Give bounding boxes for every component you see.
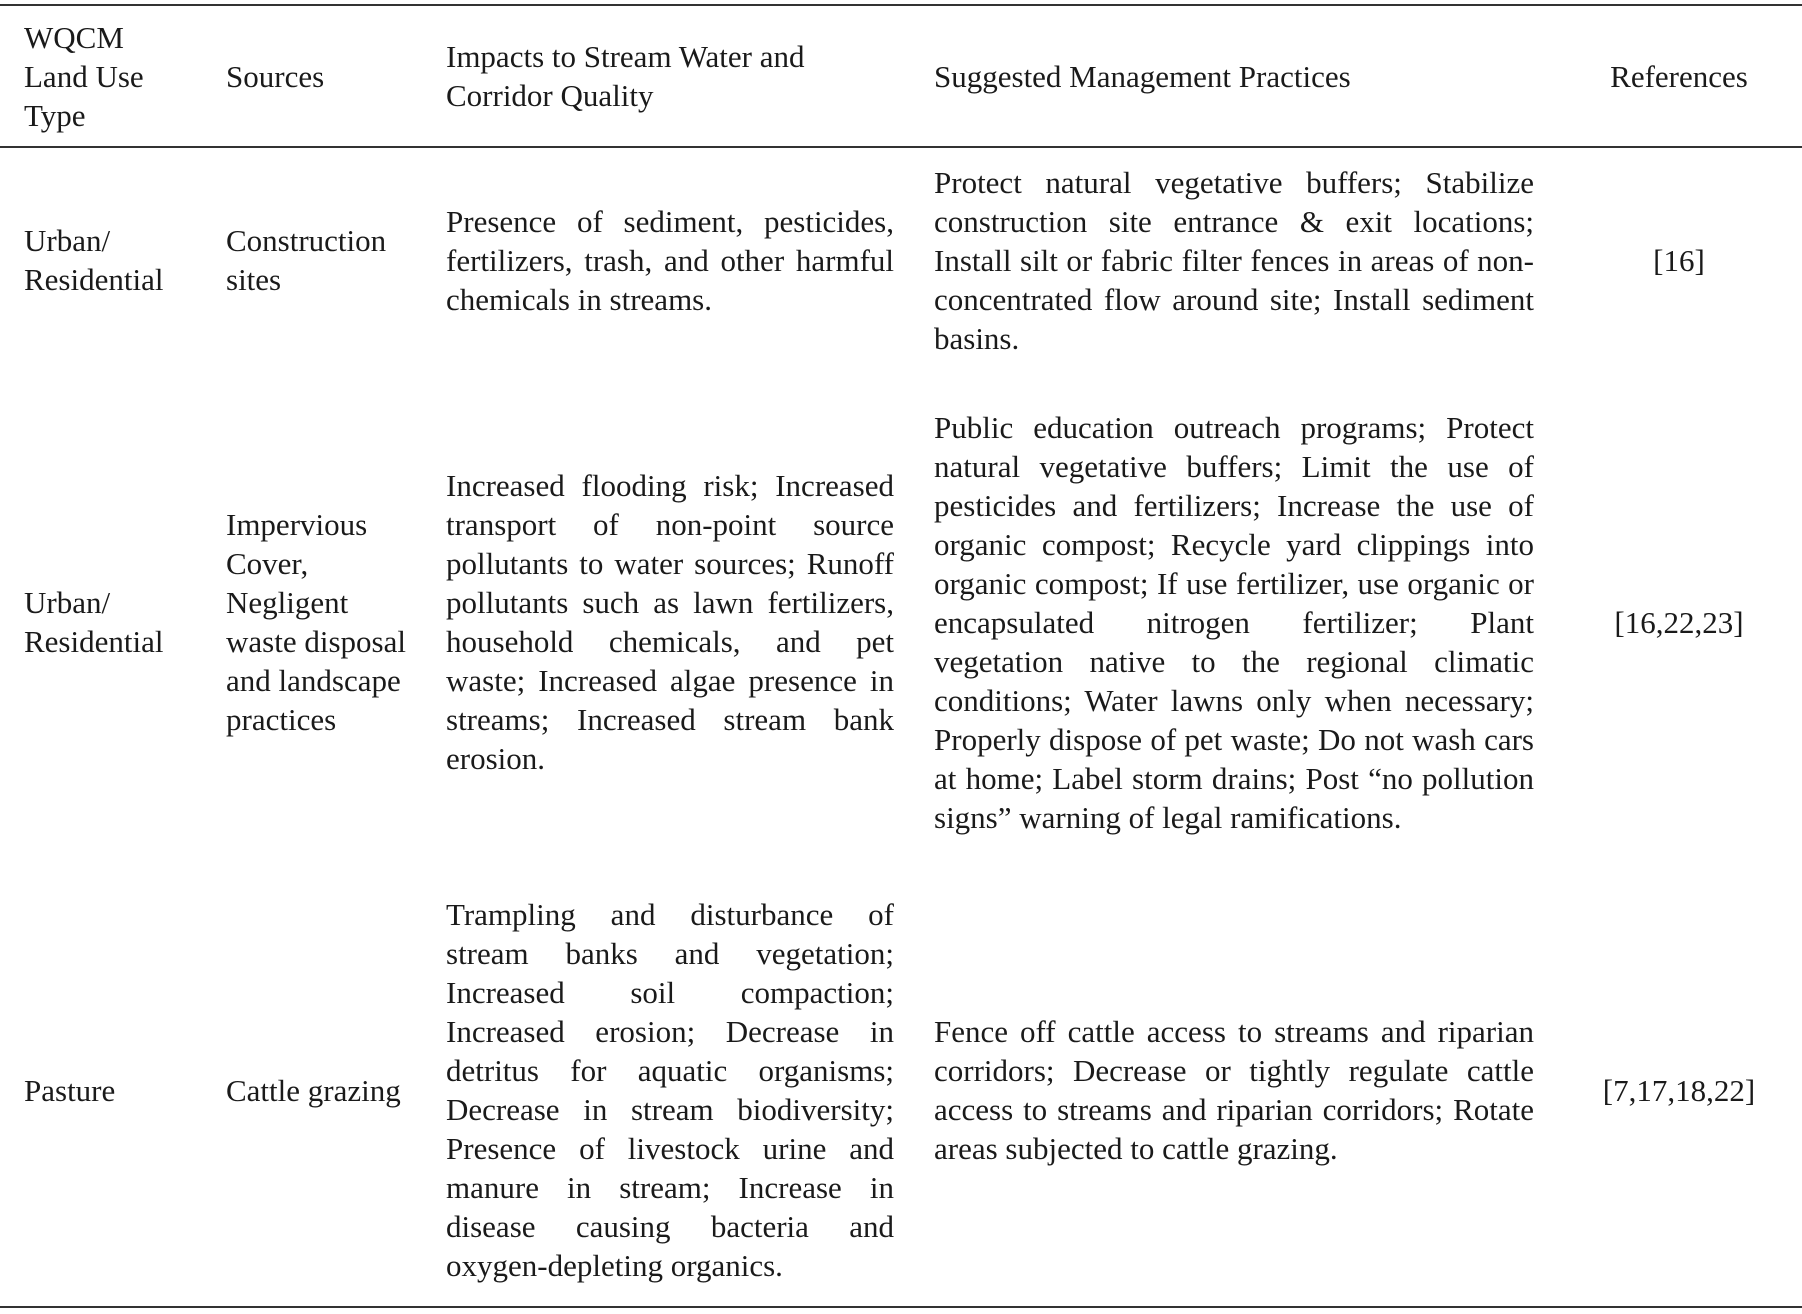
table-row-3-land-use: Pasture [24, 1072, 116, 1108]
header-rule [0, 146, 1802, 148]
table-row-2-impacts: Increased flooding risk; Increased transport of non-point source pollutants to water sources; Runoff pollutants such as lawn fertilizers, household chemicals, and pet waste; Increased algae presence in streams; Increased stream bank erosion. [446, 468, 894, 776]
table-row-1-land-use: Urban/ Residential [24, 223, 164, 297]
table-row-2-sources: Impervious Cover, Negligent waste disposal and landscape practices [226, 507, 406, 737]
header-references: References [1610, 58, 1748, 94]
header-management-practices: Suggested Management Practices [934, 58, 1351, 94]
table-row-1-references: [16] [1653, 242, 1705, 278]
table-row-3-references: [7,17,18,22] [1602, 1072, 1756, 1108]
table-row-3-sources: Cattle grazing [226, 1072, 401, 1108]
table-row-2-practices: Public education outreach programs; Protect natural vegetative buffers; Limit the use of pesticides and fertilizers; Increase the use of organic compost; Recycle yard clippings into organic compost; If use fertilizer, use organic or encapsulated nitrogen fertilizer; Plant vegetation native to the regional climatic conditions; Water lawns only when necessary; Properly dispose of pet waste; Do not wash cars at home; Label storm drains; Post “no pollution signs” warning of legal ramifications. [934, 409, 1534, 835]
header-sources: Sources [226, 58, 325, 94]
table-row-1-practices: Protect natural vegetative buffers; Stabilize construction site entrance & exit locations; Install silt or fabric filter fences in areas of non-concentrated flow around site; Install sediment basins. [934, 164, 1534, 356]
header-impacts: Impacts to Stream Water and Corridor Quality [446, 39, 805, 113]
table-row-2-references: [16,22,23] [1614, 604, 1744, 640]
header-land-use-type: WQCM Land Use Type [24, 19, 144, 133]
table-row-2-land-use: Urban/ Residential [24, 585, 164, 659]
table-bottom-rule [0, 1306, 1802, 1308]
table-row-3-practices: Fence off cattle access to streams and riparian corridors; Decrease or tightly regulate cattle access to streams and riparian corridors; Rotate areas subjected to cattle grazing. [934, 1014, 1534, 1166]
table-row-3-impacts: Trampling and disturbance of stream banks and vegetation; Increased soil compaction; Increased erosion; Decrease in detritus for aquatic organisms; Decrease in stream biodiversity; Presence of livestock urine and manure in stream; Increase in disease causing bacteria and oxygen-depleting organics. [446, 897, 894, 1283]
table-row-1-impacts: Presence of sediment, pesticides, fertilizers, trash, and other harmful chemicals in streams. [446, 203, 894, 317]
table-row-1-sources: Construction sites [226, 223, 387, 297]
